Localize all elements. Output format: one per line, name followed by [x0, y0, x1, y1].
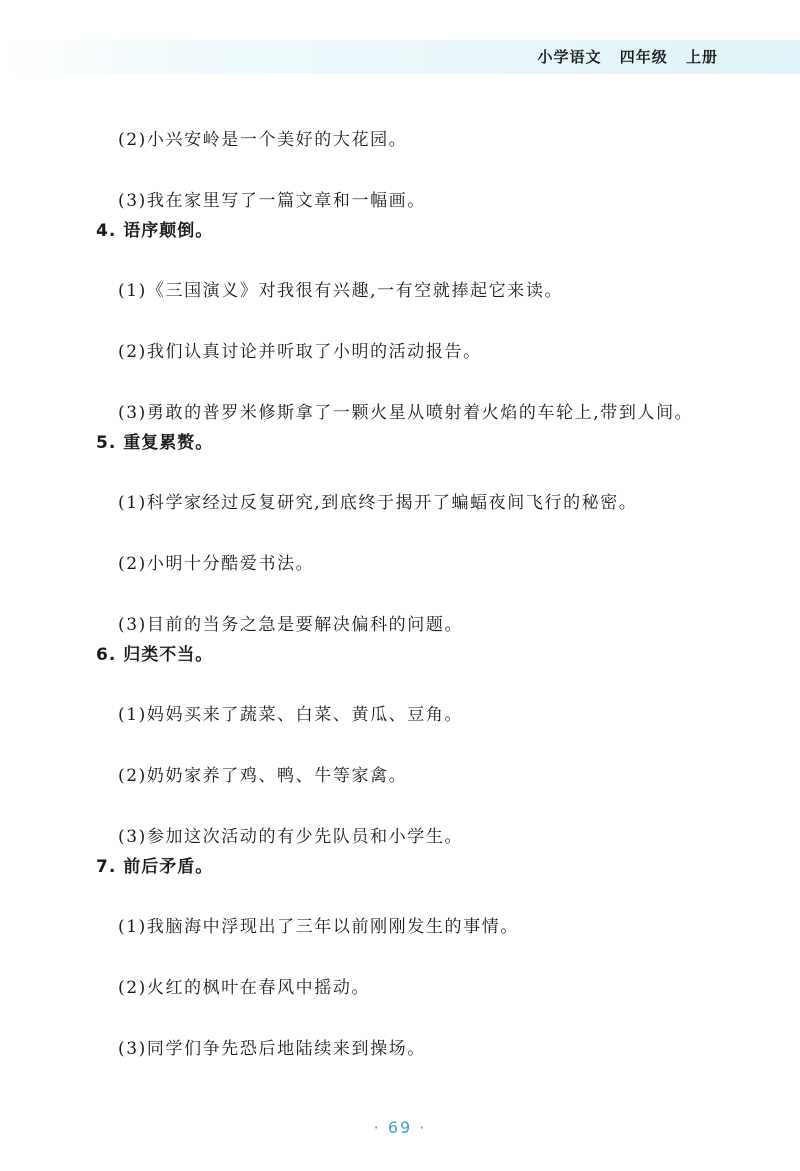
section-title: 4. 语序颠倒。 — [96, 221, 214, 241]
header-volume: 上册 — [685, 48, 718, 66]
exercise-content — [96, 125, 736, 1064]
exercise-item: (2)火红的枫叶在春风中摇动。 — [118, 978, 371, 998]
header-grade: 四年级 — [619, 48, 668, 66]
section-continued — [96, 125, 736, 216]
exercise-item: (3)勇敢的普罗米修斯拿了一颗火星从喷射着火焰的车轮上,带到人间。 — [118, 403, 694, 423]
exercise-item: (3)我在家里写了一篇文章和一幅画。 — [118, 191, 426, 211]
exercise-item: (2)小兴安岭是一个美好的大花园。 — [118, 130, 408, 150]
exercise-item: (1)妈妈买来了蔬菜、白菜、黄瓜、豆角。 — [118, 705, 464, 725]
exercise-item: (2)我们认真讨论并听取了小明的活动报告。 — [118, 342, 482, 362]
section-title: 7. 前后矛盾。 — [96, 857, 214, 877]
section-word-order — [96, 216, 736, 428]
page-header — [537, 46, 718, 67]
section-title: 5. 重复累赘。 — [96, 433, 214, 453]
header-subject: 小学语文 — [537, 48, 602, 66]
exercise-item: (3)同学们争先恐后地陆续来到操场。 — [118, 1039, 426, 1059]
exercise-item: (2)奶奶家养了鸡、鸭、牛等家禽。 — [118, 766, 408, 786]
page-number: · 69 · — [373, 1118, 427, 1137]
section-classification — [96, 640, 736, 852]
exercise-item: (1)科学家经过反复研究,到底终于揭开了蝙蝠夜间飞行的秘密。 — [118, 493, 638, 513]
exercise-item: (1)《三国演义》对我很有兴趣,一有空就捧起它来读。 — [118, 281, 564, 301]
section-redundancy — [96, 428, 736, 640]
exercise-item: (3)目前的当务之急是要解决偏科的问题。 — [118, 615, 464, 635]
exercise-item: (3)参加这次活动的有少先队员和小学生。 — [118, 827, 464, 847]
section-contradiction — [96, 852, 736, 1064]
section-title: 6. 归类不当。 — [96, 645, 214, 665]
exercise-item: (1)我脑海中浮现出了三年以前刚刚发生的事情。 — [118, 917, 519, 937]
exercise-item: (2)小明十分酷爱书法。 — [118, 554, 315, 574]
